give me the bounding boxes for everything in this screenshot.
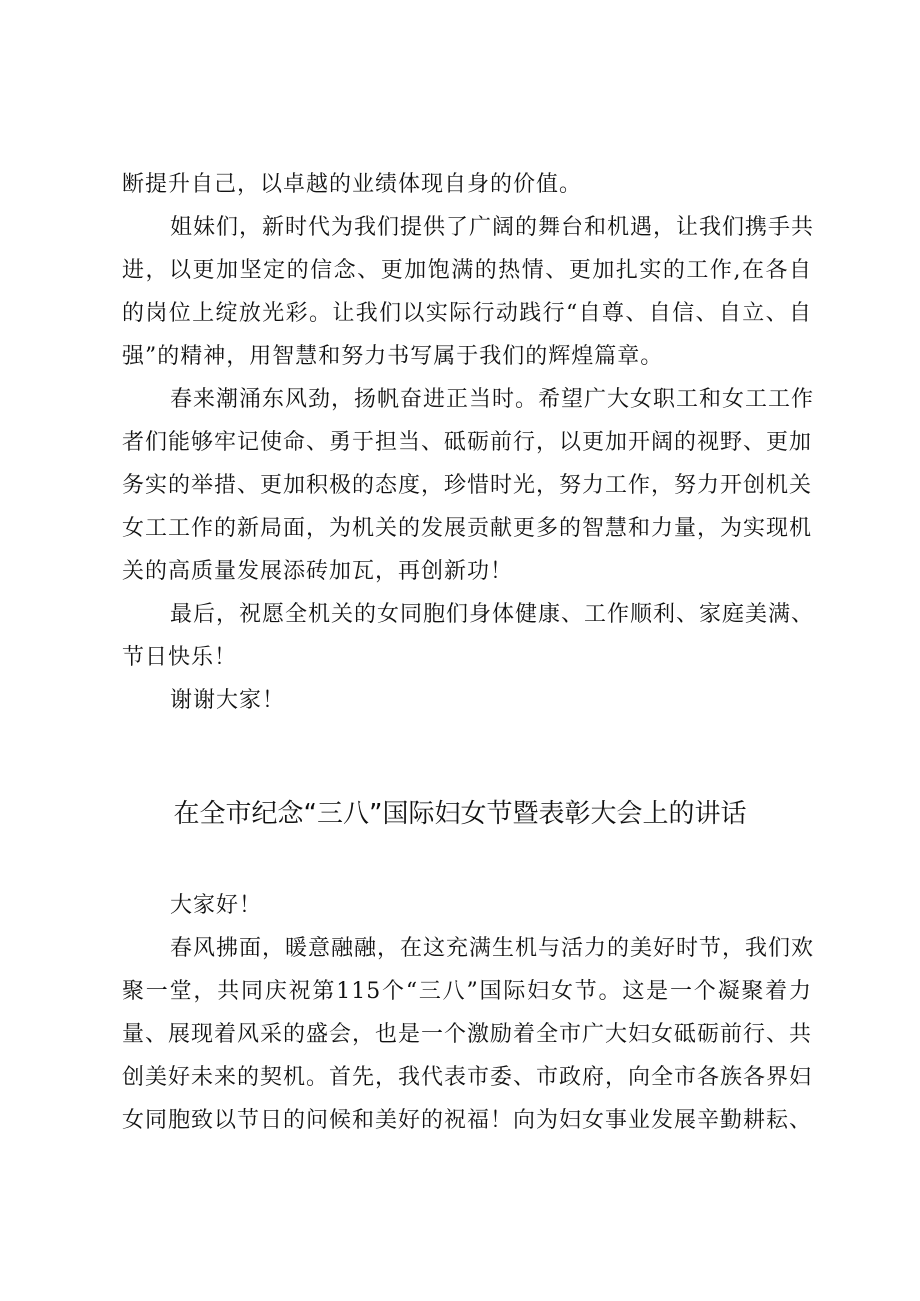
paragraph-line: 女同胞致以节日的问候和美好的祝福！向为妇女事业发展辛勤耕耘、	[122, 1108, 813, 1133]
paragraph-line: 女工工作的新局面，为机关的发展贡献更多的智慧和力量，为实现机	[122, 516, 813, 541]
paragraph-line: 姐妹们，新时代为我们提供了广阔的舞台和机遇，让我们携手共	[170, 215, 815, 240]
paragraph-line: 大家好！	[170, 893, 263, 918]
paragraph-line: 断提升自己，以卓越的业绩体现自身的价值。	[122, 172, 583, 197]
paragraph-line: 春来潮涌东风劲，扬帆奋进正当时。希望广大女职工和女工工作	[170, 387, 815, 412]
paragraph-line: 创美好未来的契机。首先，我代表市委、市政府，向全市各族各界妇	[122, 1065, 813, 1090]
paragraph-line: 进，以更加坚定的信念、更加饱满的热情、更加扎实的工作,在各自	[122, 258, 812, 283]
paragraph-line: 者们能够牢记使命、勇于担当、砥砺前行，以更加开阔的视野、更加	[122, 430, 813, 455]
paragraph-line: 最后，祝愿全机关的女同胞们身体健康、工作顺利、家庭美满、	[170, 602, 815, 627]
paragraph-line: 强”的精神，用智慧和努力书写属于我们的辉煌篇章。	[122, 344, 664, 369]
paragraph-line: 的岗位上绽放光彩。让我们以实际行动践行“自尊、自信、自立、自	[122, 301, 812, 326]
paragraph-line: 关的高质量发展添砖加瓦，再创新功！	[122, 559, 514, 584]
paragraph-line: 务实的举措、更加积极的态度，珍惜时光，努力工作，努力开创机关	[122, 473, 813, 498]
paragraph-line: 量、展现着风采的盛会，也是一个激励着全市广大妇女砥砺前行、共	[122, 1022, 813, 1047]
paragraph-line: 聚一堂，共同庆祝第115个“三八”国际妇女节。这是一个凝聚着力	[122, 979, 812, 1004]
paragraph-line: 谢谢大家！	[170, 688, 286, 713]
paragraph-line: 节日快乐！	[122, 645, 238, 670]
paragraph-line: 春风拂面，暖意融融，在这充满生机与活力的美好时节，我们欢	[170, 936, 815, 961]
speech-title: 在全市纪念“三八”国际妇女节暨表彰大会上的讲话	[173, 799, 747, 829]
